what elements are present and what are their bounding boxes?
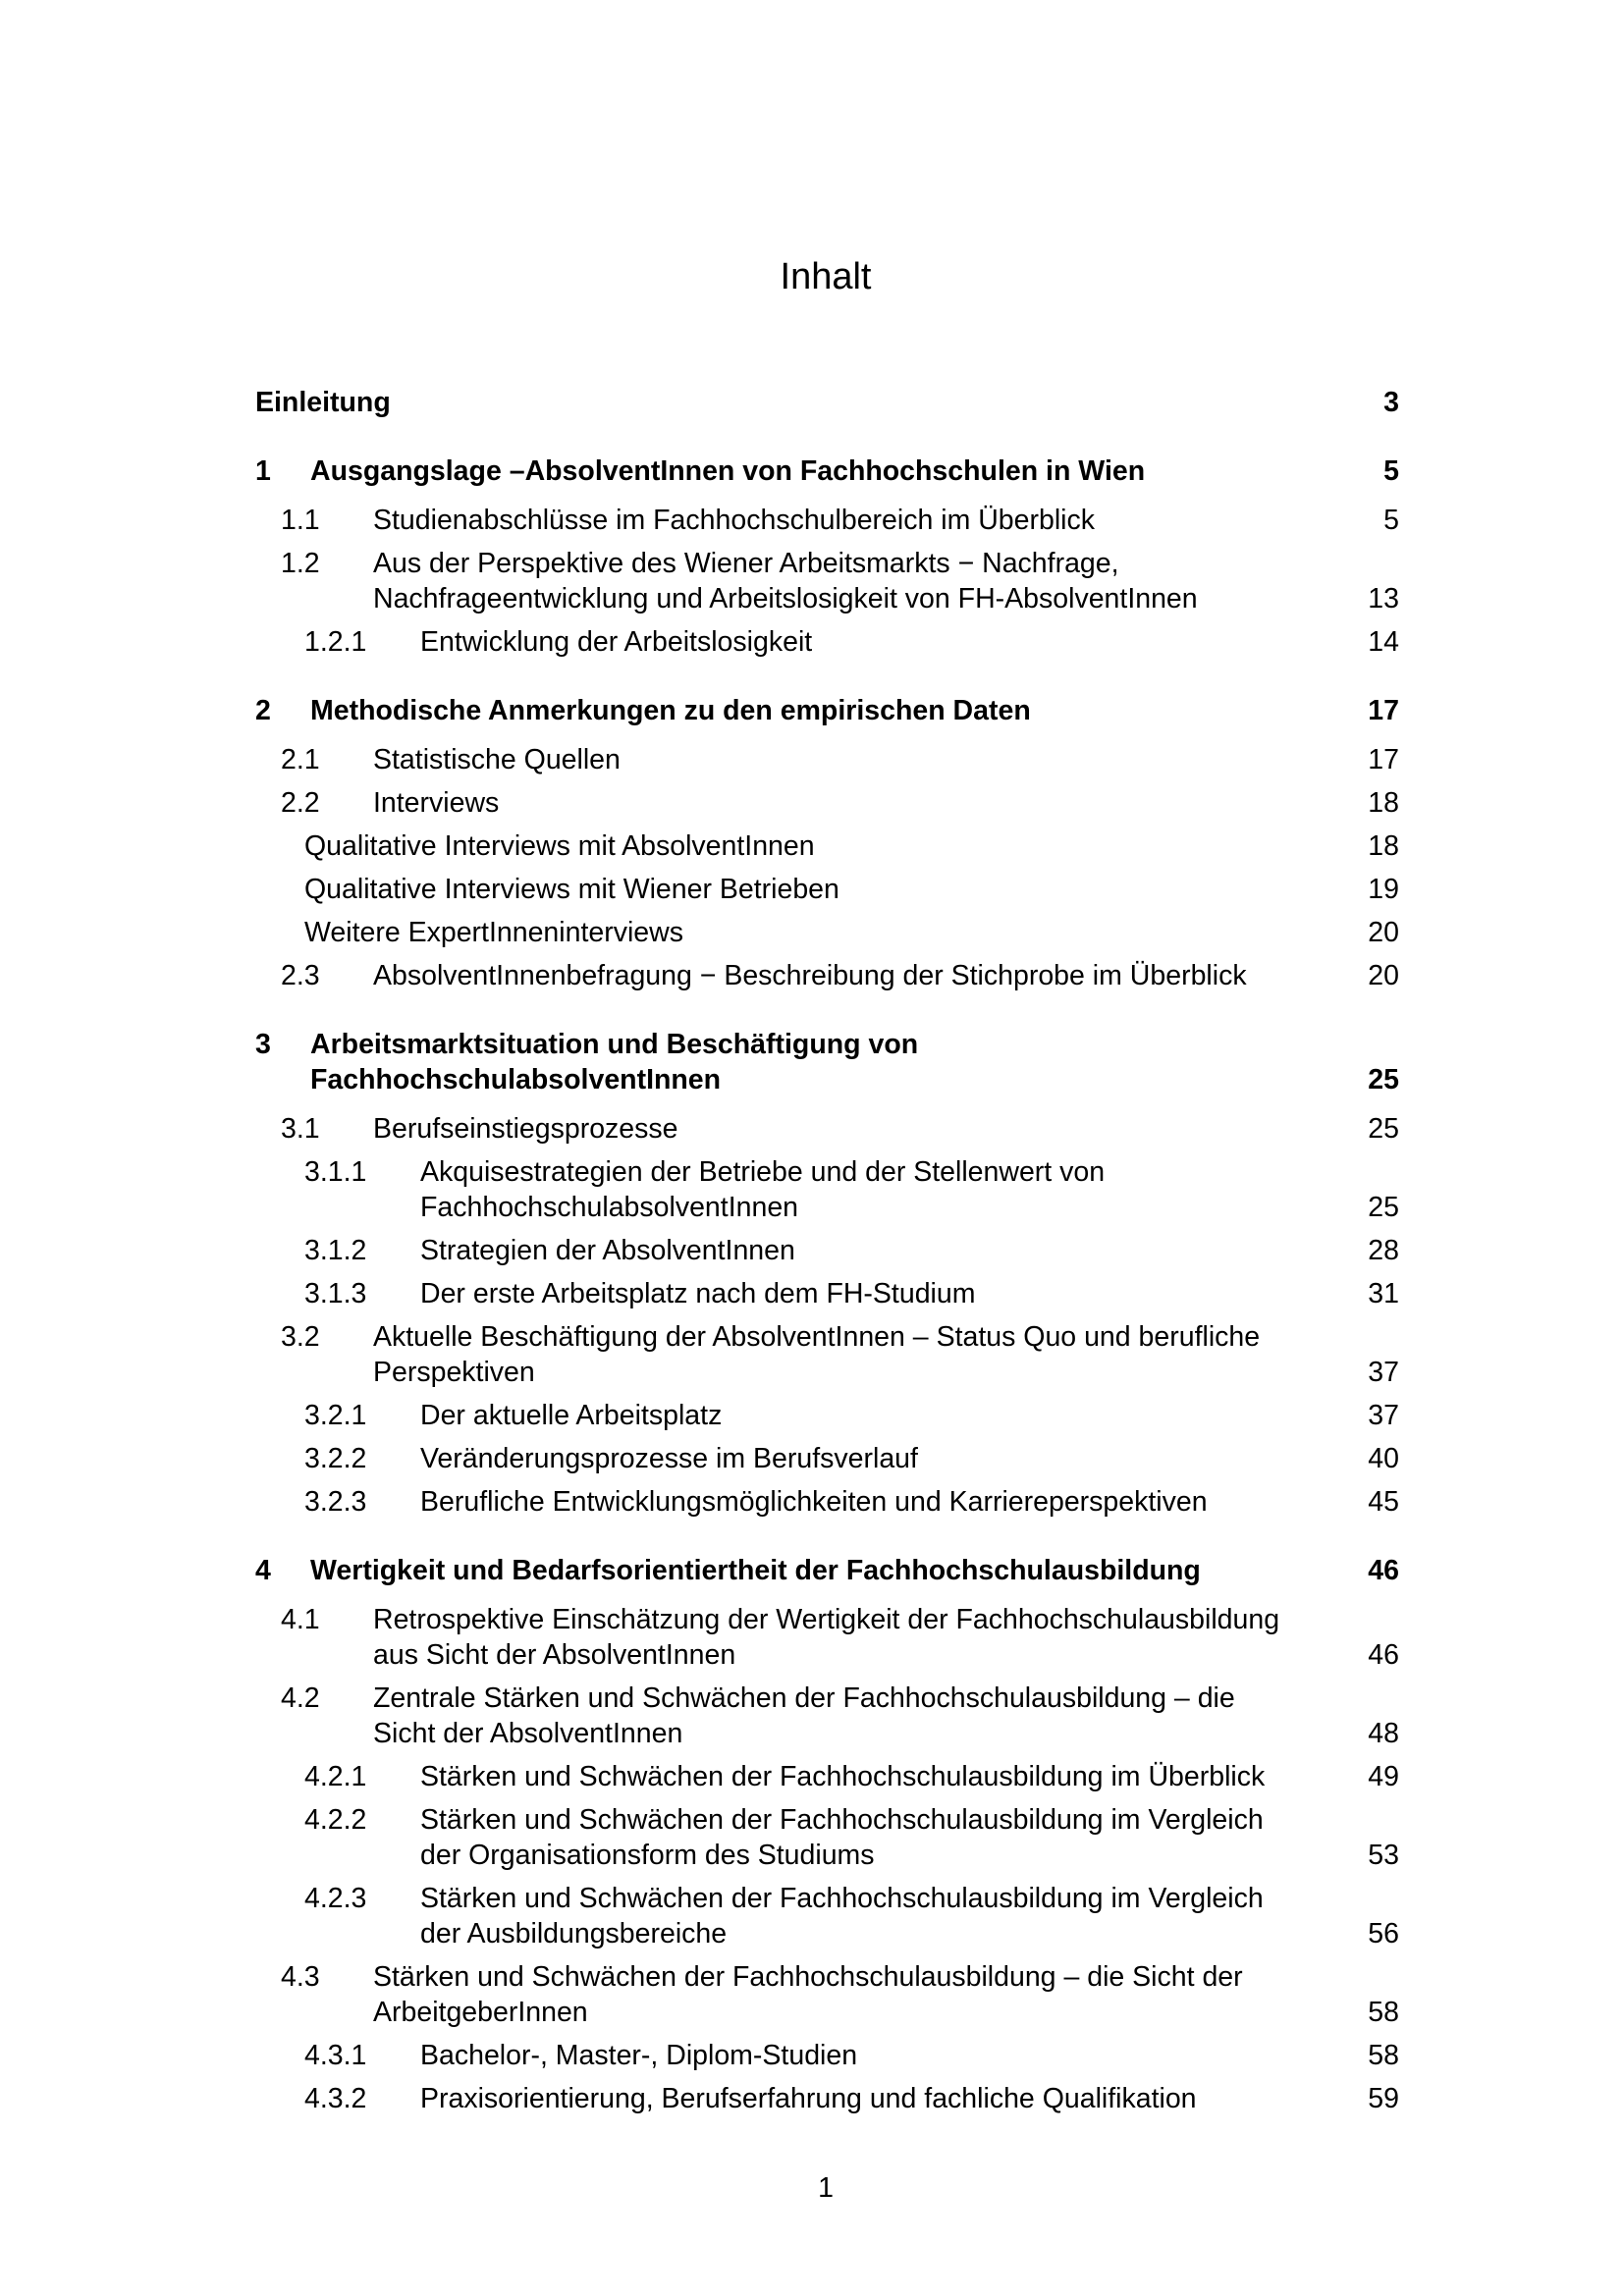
toc-entry-number: 3.2.1 (304, 1400, 367, 1431)
toc-entry-page: 3 (1383, 387, 1399, 418)
toc-entry (255, 1681, 1399, 1751)
toc-entry-page: 17 (1368, 695, 1399, 726)
toc-entry-page: 5 (1383, 505, 1399, 536)
toc-entry-title: Bachelor-, Master-, Diplom-Studien (420, 2040, 858, 2071)
toc-entry (255, 385, 1399, 420)
toc-entry-number: 1.2 (281, 548, 320, 579)
toc-entry-page: 5 (1383, 455, 1399, 487)
toc-entry-number: 1 (255, 455, 271, 487)
toc-entry-page: 59 (1368, 2083, 1399, 2114)
toc-entry-number: 1.1 (281, 505, 320, 536)
toc-entry-title: Studienabschlüsse im Fachhochschulbereich im Überblick (373, 505, 1096, 536)
toc-entry-title: Stärken und Schwächen der Fachhochschulausbildung im Überblick (420, 1761, 1266, 1792)
toc-entry-number: 2 (255, 695, 271, 726)
toc-entry (255, 785, 1399, 821)
toc-entry (255, 742, 1399, 777)
toc-entry-page: 37 (1368, 1400, 1399, 1431)
toc-entry-title: Einleitung (255, 387, 391, 418)
toc-entry-title: AbsolventInnenbefragung − Beschreibung der Stichprobe im Überblick (373, 960, 1247, 991)
page-number: 1 (818, 2172, 834, 2204)
toc-entry-title: Berufliche Entwicklungsmöglichkeiten und Karriereperspektiven (420, 1486, 1208, 1518)
page-title: Inhalt (780, 256, 872, 297)
toc-entry-title: Entwicklung der Arbeitslosigkeit (420, 626, 813, 658)
toc-entry-number: 3 (255, 1029, 271, 1060)
toc-entry (255, 2038, 1399, 2073)
toc-entry-number: 3.1.3 (304, 1278, 367, 1309)
toc-entry-number: 3.2.3 (304, 1486, 367, 1518)
toc-entry (255, 1319, 1399, 1390)
toc-entry-number: 2.1 (281, 744, 320, 775)
toc-entry-page: 13 (1368, 583, 1399, 614)
toc-entry (255, 1553, 1399, 1588)
toc-entry (255, 693, 1399, 728)
toc-entry-page: 46 (1368, 1555, 1399, 1586)
toc-entry-number: 4 (255, 1555, 271, 1586)
toc-entry-number: 4.3 (281, 1961, 320, 1993)
toc-entry-number: 3.2 (281, 1321, 320, 1353)
toc-entry-number: 4.3.2 (304, 2083, 367, 2114)
toc-entry (255, 1441, 1399, 1476)
toc-entry-page: 18 (1368, 787, 1399, 819)
toc-entry (255, 1802, 1399, 1873)
toc-entry-page: 48 (1368, 1718, 1399, 1749)
table-of-contents (255, 385, 1399, 2124)
toc-entry (255, 454, 1399, 489)
toc-entry-number: 4.2.2 (304, 1804, 367, 1836)
toc-entry-page: 46 (1368, 1639, 1399, 1671)
toc-entry (255, 1276, 1399, 1311)
toc-entry-page: 17 (1368, 744, 1399, 775)
toc-entry (255, 1959, 1399, 2030)
toc-entry-page: 56 (1368, 1918, 1399, 1949)
toc-entry-title: Der aktuelle Arbeitsplatz (420, 1400, 723, 1431)
toc-entry-page: 14 (1368, 626, 1399, 658)
toc-entry-page: 25 (1368, 1192, 1399, 1223)
toc-entry (255, 872, 1399, 907)
toc-entry-title: Ausgangslage –AbsolventInnen von Fachhochschulen in Wien (310, 455, 1146, 487)
toc-entry-number: 3.1.1 (304, 1156, 367, 1188)
toc-entry-page: 20 (1368, 960, 1399, 991)
toc-entry (255, 1027, 1399, 1097)
toc-entry-title: Aus der Perspektive des Wiener Arbeitsmarkts − Nachfrage, Nachfrageentwicklung und Arbeitslosigkeit von FH-AbsolventInnen (373, 548, 1198, 614)
toc-entry (255, 1881, 1399, 1951)
toc-entry-title: Praxisorientierung, Berufserfahrung und fachliche Qualifikation (420, 2083, 1197, 2114)
toc-entry-number: 1.2.1 (304, 626, 367, 658)
toc-entry-title: Der erste Arbeitsplatz nach dem FH-Studium (420, 1278, 976, 1309)
toc-entry (255, 503, 1399, 538)
toc-entry-page: 45 (1368, 1486, 1399, 1518)
toc-entry-title: Stärken und Schwächen der Fachhochschulausbildung – die Sicht der ArbeitgeberInnen (373, 1961, 1243, 2028)
toc-entry (255, 1154, 1399, 1225)
toc-entry-title: Qualitative Interviews mit Wiener Betrieben (304, 874, 839, 905)
toc-entry-page: 28 (1368, 1235, 1399, 1266)
toc-entry (255, 1111, 1399, 1147)
toc-entry-title: Strategien der AbsolventInnen (420, 1235, 795, 1266)
toc-entry-title: Retrospektive Einschätzung der Wertigkeit der Fachhochschulausbildung aus Sicht der AbsolventInnen (373, 1604, 1280, 1671)
toc-entry (255, 915, 1399, 950)
toc-entry (255, 1759, 1399, 1794)
toc-entry-number: 4.2 (281, 1682, 320, 1714)
toc-entry-number: 2.2 (281, 787, 320, 819)
toc-entry-number: 3.1 (281, 1113, 320, 1145)
toc-entry (255, 1602, 1399, 1673)
toc-entry-page: 49 (1368, 1761, 1399, 1792)
toc-entry-page: 19 (1368, 874, 1399, 905)
toc-entry-number: 3.2.2 (304, 1443, 367, 1474)
toc-entry (255, 1233, 1399, 1268)
toc-entry-number: 4.2.1 (304, 1761, 367, 1792)
toc-entry-title: Statistische Quellen (373, 744, 621, 775)
toc-entry-page: 18 (1368, 830, 1399, 862)
toc-entry-page: 25 (1368, 1064, 1399, 1095)
toc-entry (255, 624, 1399, 660)
toc-entry-title: Stärken und Schwächen der Fachhochschulausbildung im Vergleich der Organisationsform des Studiums (420, 1804, 1264, 1871)
toc-entry (255, 958, 1399, 993)
toc-entry (255, 828, 1399, 864)
toc-entry-title: Berufseinstiegsprozesse (373, 1113, 678, 1145)
toc-entry-title: Aktuelle Beschäftigung der AbsolventInnen – Status Quo und berufliche Perspektiven (373, 1321, 1261, 1388)
toc-entry-title: Qualitative Interviews mit AbsolventInnen (304, 830, 815, 862)
toc-entry-page: 40 (1368, 1443, 1399, 1474)
toc-entry (255, 1398, 1399, 1433)
toc-entry-title: Weitere ExpertInneninterviews (304, 917, 683, 948)
toc-entry-page: 20 (1368, 917, 1399, 948)
toc-entry-title: Zentrale Stärken und Schwächen der Fachhochschulausbildung – die Sicht der AbsolventInnen (373, 1682, 1235, 1749)
toc-entry-number: 4.2.3 (304, 1883, 367, 1914)
toc-entry-page: 53 (1368, 1840, 1399, 1871)
toc-entry-page: 58 (1368, 2040, 1399, 2071)
toc-entry-page: 58 (1368, 1997, 1399, 2028)
toc-entry-page: 31 (1368, 1278, 1399, 1309)
toc-entry-title: Methodische Anmerkungen zu den empirischen Daten (310, 695, 1031, 726)
toc-entry-title: Akquisestrategien der Betriebe und der Stellenwert von FachhochschulabsolventInnen (420, 1156, 1106, 1223)
toc-entry-title: Arbeitsmarktsituation und Beschäftigung von FachhochschulabsolventInnen (310, 1029, 919, 1095)
toc-entry (255, 1484, 1399, 1520)
toc-entry-page: 37 (1368, 1357, 1399, 1388)
toc-entry-number: 4.1 (281, 1604, 320, 1635)
toc-entry-title: Stärken und Schwächen der Fachhochschulausbildung im Vergleich der Ausbildungsbereiche (420, 1883, 1264, 1949)
toc-entry-title: Interviews (373, 787, 500, 819)
toc-entry (255, 2081, 1399, 2116)
toc-entry (255, 546, 1399, 616)
toc-entry-number: 3.1.2 (304, 1235, 367, 1266)
toc-entry-title: Veränderungsprozesse im Berufsverlauf (420, 1443, 918, 1474)
toc-entry-number: 4.3.1 (304, 2040, 367, 2071)
toc-entry-page: 25 (1368, 1113, 1399, 1145)
toc-entry-title: Wertigkeit und Bedarfsorientiertheit der Fachhochschulausbildung (310, 1555, 1201, 1586)
toc-entry-number: 2.3 (281, 960, 320, 991)
